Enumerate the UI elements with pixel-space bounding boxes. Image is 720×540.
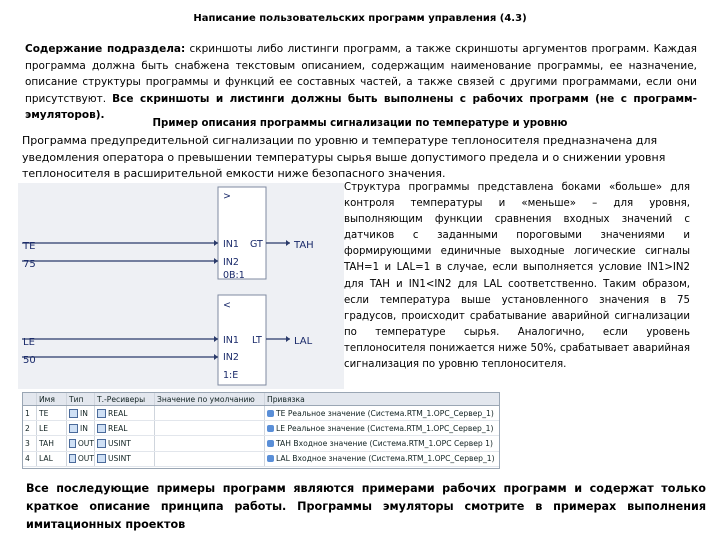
row-dir-text: IN xyxy=(80,423,88,433)
section-intro xyxy=(25,41,697,124)
output-lal-label: LAL xyxy=(294,336,313,347)
row-binding-text: TE Реальное значение (Система.RTM_1.OPC_Сервер_1) xyxy=(276,408,494,418)
lt-block-in1: IN1 xyxy=(223,335,239,346)
row-num: 4 xyxy=(23,452,37,466)
row-num: 1 xyxy=(23,406,37,420)
table-row[interactable] xyxy=(23,406,499,421)
row-dir-text: OUT xyxy=(77,438,94,448)
row-dir[interactable] xyxy=(67,421,95,435)
arguments-table xyxy=(22,392,500,469)
example-heading: Пример описания программы сигнализации по температуре и уровню xyxy=(152,118,568,129)
structure-text: Структура программы представлена боками «больше» для контроля температуры и «меньше» – для уровня, выполняющим функции сравнения входных значений с датчиков с заданными пороговыми значениями и формирующими единичные выходные логические сигналы TAH=1 и LAL=1 в случае, если выполняется условие IN1>IN2 для TAH и IN1<IN2 для LAL соответственно. Таким образом, если температура выше установленного значения в 75 градусов, происходит срабатывание аварийной сигнализации по температуре сырья. Аналогично, если уровень теплоносителя понижается ниже 50%, срабатывает аварийная сигнализация по уровню теплоносителя. xyxy=(344,182,690,371)
arrow-te xyxy=(214,240,218,246)
link-icon xyxy=(267,410,274,417)
gt-block-in1: IN1 xyxy=(223,239,239,250)
row-name[interactable]: TE xyxy=(37,406,67,420)
row-type-text: USINT xyxy=(108,454,131,464)
link-icon xyxy=(267,455,274,462)
table-row[interactable] xyxy=(23,436,499,451)
row-type[interactable] xyxy=(95,436,155,450)
purpose-text: Программа предупредительной сигнализации по уровню и температуре теплоносителя предназначена для уведомления оператора о превышении температуры сырья выше допустимого предела и о снижении уровня теплоносителя в расширительной емкости ниже безопасного значения. xyxy=(22,134,666,181)
row-name[interactable]: LAL xyxy=(37,452,67,466)
row-binding[interactable] xyxy=(265,452,499,466)
lt-block-symbol: < xyxy=(223,300,231,311)
diagram-canvas xyxy=(18,183,344,389)
arrow-tah xyxy=(286,240,290,246)
intro-label: Содержание подраздела: xyxy=(25,43,186,55)
row-num: 3 xyxy=(23,436,37,450)
lt-block-out: LT xyxy=(252,335,262,346)
row-dir[interactable] xyxy=(67,436,95,450)
variable-icon xyxy=(69,409,78,418)
input-50-label: 50 xyxy=(23,355,36,366)
variable-icon xyxy=(69,439,76,448)
arrow-50 xyxy=(214,354,218,360)
variable-icon xyxy=(97,439,106,448)
page-title: Написание пользовательских программ управления (4.3) xyxy=(193,13,527,24)
variable-icon xyxy=(97,409,106,418)
row-default[interactable] xyxy=(155,421,265,435)
row-dir[interactable] xyxy=(67,452,95,466)
row-binding-text: LAL Входное значение (Система.RTM_1.OPC_Сервер_1) xyxy=(276,454,495,464)
row-type-text: REAL xyxy=(108,408,128,418)
row-type[interactable] xyxy=(95,421,155,435)
arrow-lal xyxy=(286,336,290,342)
gt-block-symbol: > xyxy=(223,191,231,202)
row-type[interactable] xyxy=(95,452,155,466)
input-le-label: LE xyxy=(23,337,35,348)
row-default[interactable] xyxy=(155,436,265,450)
header-dir[interactable]: Тип xyxy=(67,393,95,405)
row-dir[interactable] xyxy=(67,406,95,420)
link-icon xyxy=(267,440,274,447)
row-binding[interactable] xyxy=(265,421,499,435)
table-row[interactable] xyxy=(23,452,499,467)
lt-block-in2: IN2 xyxy=(223,352,239,363)
variable-icon xyxy=(69,454,76,463)
row-type-text: USINT xyxy=(108,438,131,448)
table-header xyxy=(23,393,499,406)
lt-block-param: 1:E xyxy=(223,370,239,381)
row-name[interactable]: LE xyxy=(37,421,67,435)
gt-block-in2: IN2 xyxy=(223,257,239,268)
row-binding[interactable] xyxy=(265,436,499,450)
row-name[interactable]: TAH xyxy=(37,436,67,450)
variable-icon xyxy=(97,454,106,463)
row-default[interactable] xyxy=(155,452,265,466)
function-block-diagram xyxy=(18,183,344,389)
intro-text: скриншоты либо листинги программ, а также скриншоты аргументов программ. Каждая программа должна быть снабжена текстовым описанием, содержащим наименование программы, ее назначение, описание структуры программы и функций ее составных частей, а также связей с другими программами, если они присутствуют. xyxy=(25,43,697,105)
row-dir-text: OUT xyxy=(77,454,94,464)
row-num: 2 xyxy=(23,421,37,435)
output-tah-label: TAH xyxy=(294,240,314,251)
header-type[interactable]: Т.-Ресиверы xyxy=(95,393,155,405)
input-75-label: 75 xyxy=(23,259,36,270)
header-default[interactable]: Значение по умолчанию xyxy=(155,393,265,405)
header-num xyxy=(23,393,37,405)
gt-block-param: 0B:1 xyxy=(223,270,245,281)
arrow-le xyxy=(214,336,218,342)
row-binding[interactable] xyxy=(265,406,499,420)
row-dir-text: IN xyxy=(80,408,88,418)
link-icon xyxy=(267,425,274,432)
row-type-text: REAL xyxy=(108,423,128,433)
header-name[interactable]: Имя xyxy=(37,393,67,405)
arrow-75 xyxy=(214,258,218,264)
input-te-label: TE xyxy=(23,241,36,252)
table-row[interactable] xyxy=(23,421,499,436)
row-binding-text: TAH Входное значение (Система.RTM_1.OPC Сервер 1) xyxy=(276,438,493,448)
row-default[interactable] xyxy=(155,406,265,420)
footer-text: Все последующие примеры программ являются примерами рабочих программ и содержат только краткое описание принципа работы. Программы эмуляторы смотрите в примерах выполнения имитационных проектов xyxy=(26,482,706,531)
gt-block-out: GT xyxy=(250,239,263,250)
variable-icon xyxy=(97,424,106,433)
intro-bold: Все скриншоты и листинги должны быть выполнены с рабочих программ (не с программ-эмуляторов). xyxy=(25,92,697,121)
variable-icon xyxy=(69,424,78,433)
row-binding-text: LE Реальное значение (Система.RTM_1.OPC_Сервер_1) xyxy=(276,423,494,433)
header-binding[interactable]: Привязка xyxy=(267,394,305,404)
row-type[interactable] xyxy=(95,406,155,420)
